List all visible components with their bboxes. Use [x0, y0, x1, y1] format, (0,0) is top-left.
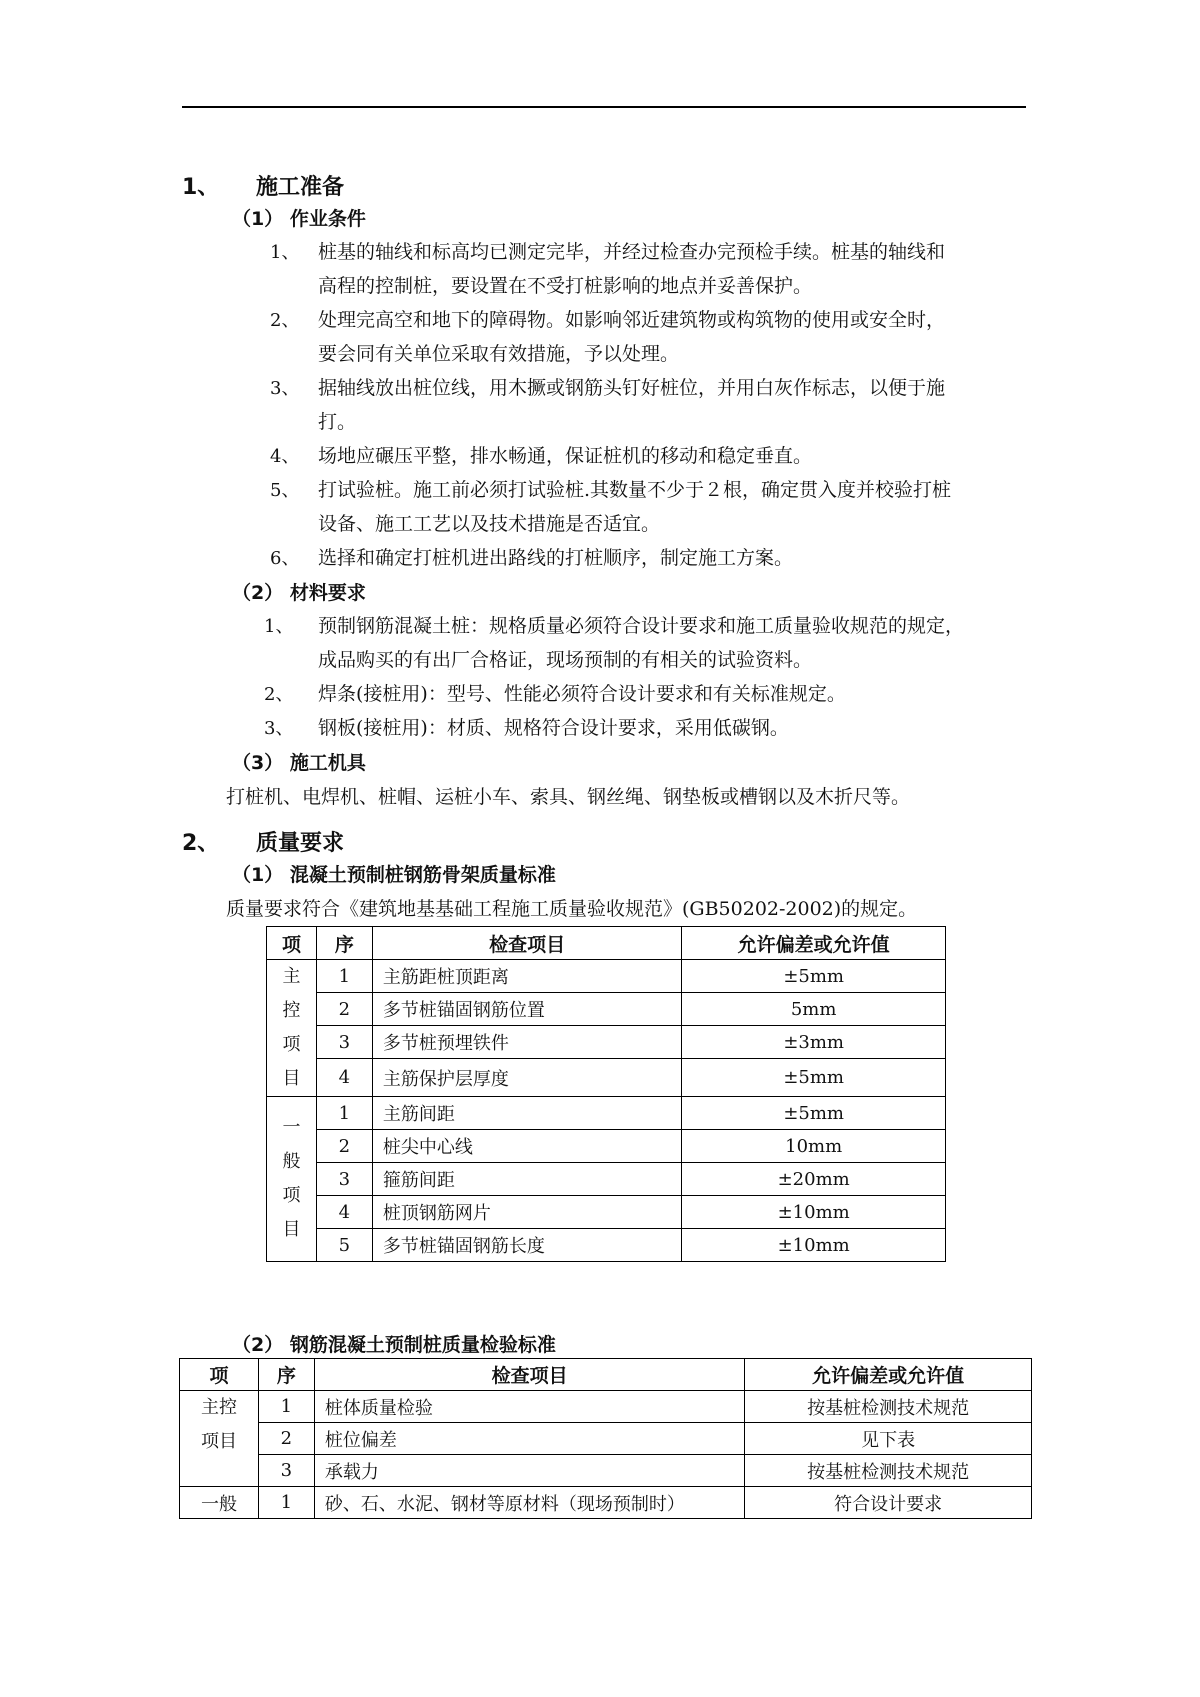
table-row [267, 993, 946, 1026]
value-cell: ±10mm [682, 1229, 946, 1262]
table-row [267, 1229, 946, 1262]
subsection-1-3-title: （3） 施工机具 [232, 752, 366, 774]
item-number: 1、 [264, 616, 294, 637]
col-header: 序 [316, 927, 372, 960]
seq-cell: 1 [316, 1097, 372, 1130]
item-cell: 主筋距桩顶距离 [372, 960, 681, 993]
table-row [267, 1130, 946, 1163]
group-label-main-control: 主控 项目 [180, 1391, 259, 1487]
item-text: 据轴线放出桩位线，用木撅或钢筋头钉好桩位，并用白灰作标志，以便于施 [318, 377, 946, 399]
value-cell: 5mm [682, 993, 946, 1026]
table-row [267, 1163, 946, 1196]
item-text-cont: 成品购买的有出厂合格证，现场预制的有相关的试验资料。 [318, 649, 813, 671]
col-header: 项 [267, 927, 317, 960]
seq-cell: 1 [316, 960, 372, 993]
item-text-cont: 设备、施工工艺以及技术措施是否适宜。 [318, 513, 661, 535]
item-text: 预制钢筋混凝土桩：规格质量必须符合设计要求和施工质量验收规范的规定， [318, 615, 965, 637]
table-row [180, 1455, 1032, 1487]
item-cell: 多节桩锚固钢筋位置 [372, 993, 681, 1026]
item-cell: 多节桩锚固钢筋长度 [372, 1229, 681, 1262]
item-text-cont: 高程的控制桩，要设置在不受打桩影响的地点并妥善保护。 [318, 275, 813, 297]
item-number: 3、 [270, 378, 300, 399]
subsection-1-1-title: （1） 作业条件 [232, 208, 366, 230]
seq-cell: 1 [258, 1391, 314, 1423]
precast-pile-quality-table [179, 1358, 1032, 1519]
seq-cell: 5 [316, 1229, 372, 1262]
item-number: 2、 [264, 684, 294, 705]
table-row [267, 1097, 946, 1130]
item-cell: 砂、石、水泥、钢材等原材料（现场预制时） [314, 1487, 744, 1519]
table-row [267, 1196, 946, 1229]
seq-cell: 1 [258, 1487, 314, 1519]
value-cell: ±5mm [682, 960, 946, 993]
item-text: 选择和确定打桩机进出路线的打桩顺序，制定施工方案。 [318, 547, 794, 569]
table-row [180, 1487, 1032, 1519]
seq-cell: 3 [258, 1455, 314, 1487]
value-cell: 符合设计要求 [745, 1487, 1032, 1519]
item-text: 钢板(接桩用)：材质、规格符合设计要求，采用低碳钢。 [318, 717, 789, 739]
group-label-general: 一 般 项 目 [267, 1097, 317, 1262]
value-cell: 见下表 [745, 1423, 1032, 1455]
table-row [180, 1391, 1032, 1423]
seq-cell: 3 [316, 1163, 372, 1196]
item-text: 处理完高空和地下的障碍物。如影响邻近建筑物或构筑物的使用或安全时， [318, 309, 946, 331]
value-cell: 按基桩检测技术规范 [745, 1455, 1032, 1487]
group-label-general: 一般 [180, 1487, 259, 1519]
item-cell: 桩顶钢筋网片 [372, 1196, 681, 1229]
seq-cell: 2 [316, 993, 372, 1026]
item-cell: 桩位偏差 [314, 1423, 744, 1455]
item-text: 桩基的轴线和标高均已测定完毕，并经过检查办完预检手续。桩基的轴线和 [318, 241, 946, 263]
item-number: 4、 [270, 446, 300, 467]
col-header: 序 [258, 1359, 314, 1391]
standard-intro: 质量要求符合《建筑地基基础工程施工质量验收规范》(GB50202-2002)的规定。 [226, 898, 918, 920]
subsection-2-1-title: （1） 混凝土预制桩钢筋骨架质量标准 [232, 864, 556, 886]
seq-cell: 2 [258, 1423, 314, 1455]
col-header: 检查项目 [372, 927, 681, 960]
value-cell: ±20mm [682, 1163, 946, 1196]
item-text-cont: 打。 [318, 411, 357, 433]
value-cell: 按基桩检测技术规范 [745, 1391, 1032, 1423]
item-cell: 箍筋间距 [372, 1163, 681, 1196]
seq-cell: 4 [316, 1196, 372, 1229]
seq-cell: 4 [316, 1059, 372, 1097]
tools-text: 打桩机、电焊机、桩帽、运桩小车、索具、钢丝绳、钢垫板或槽钢以及木折尺等。 [226, 786, 911, 808]
value-cell: ±10mm [682, 1196, 946, 1229]
section-2-title: 质量要求 [256, 831, 345, 856]
value-cell: ±5mm [682, 1097, 946, 1130]
item-number: 2、 [270, 310, 300, 331]
table-row [180, 1423, 1032, 1455]
section-1-title: 施工准备 [256, 175, 345, 200]
group-label-main-control: 主 控 项 目 [267, 960, 317, 1097]
subsection-1-2-title: （2） 材料要求 [232, 582, 366, 604]
col-header: 项 [180, 1359, 259, 1391]
col-header: 检查项目 [314, 1359, 744, 1391]
header-rule [182, 106, 1026, 108]
item-cell: 主筋保护层厚度 [372, 1059, 681, 1097]
item-text: 场地应碾压平整，排水畅通，保证桩机的移动和稳定垂直。 [318, 445, 813, 467]
subsection-2-2-title: （2） 钢筋混凝土预制桩质量检验标准 [232, 1334, 556, 1356]
value-cell: 10mm [682, 1130, 946, 1163]
item-number: 5、 [270, 480, 300, 501]
table-row [267, 960, 946, 993]
rebar-cage-quality-table [266, 926, 946, 1262]
col-header: 允许偏差或允许值 [682, 927, 946, 960]
seq-cell: 2 [316, 1130, 372, 1163]
value-cell: ±3mm [682, 1026, 946, 1059]
col-header: 允许偏差或允许值 [745, 1359, 1032, 1391]
item-cell: 桩体质量检验 [314, 1391, 744, 1423]
section-1-number: 1、 [182, 175, 220, 200]
value-cell: ±5mm [682, 1059, 946, 1097]
item-text-cont: 要会同有关单位采取有效措施，予以处理。 [318, 343, 680, 365]
table-row [267, 1059, 946, 1097]
item-cell: 承载力 [314, 1455, 744, 1487]
item-cell: 桩尖中心线 [372, 1130, 681, 1163]
section-2-number: 2、 [182, 831, 220, 856]
item-number: 1、 [270, 242, 300, 263]
item-text: 打试验桩。施工前必须打试验桩.其数量不少于２根，确定贯入度并校验打桩 [318, 479, 952, 501]
item-cell: 多节桩预埋铁件 [372, 1026, 681, 1059]
item-text: 焊条(接桩用)：型号、性能必须符合设计要求和有关标准规定。 [318, 683, 846, 705]
seq-cell: 3 [316, 1026, 372, 1059]
item-number: 6、 [270, 548, 300, 569]
table-row [267, 1026, 946, 1059]
item-number: 3、 [264, 718, 294, 739]
item-cell: 主筋间距 [372, 1097, 681, 1130]
